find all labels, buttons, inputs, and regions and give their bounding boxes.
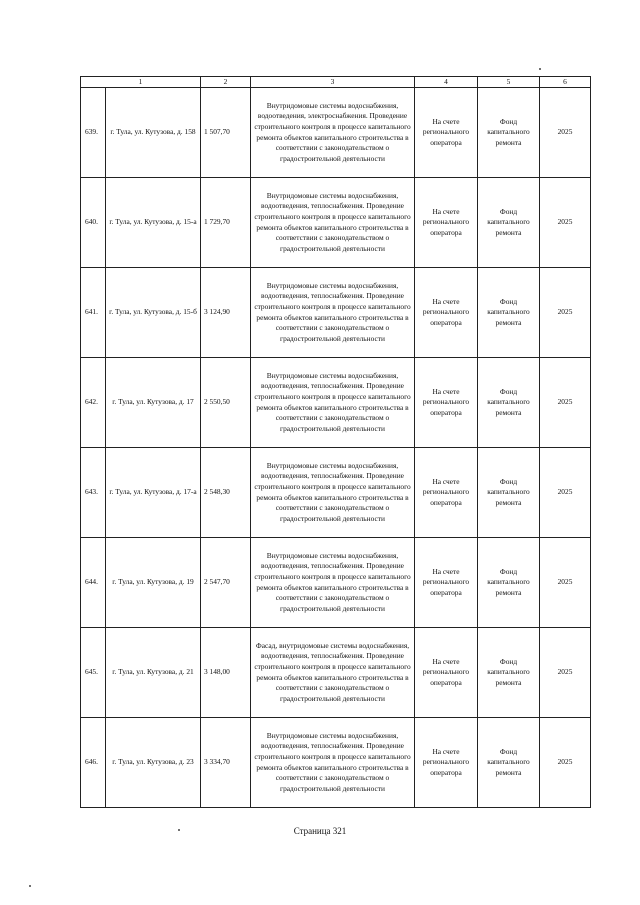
table-row [81,718,591,808]
row-number: 640. [81,178,106,268]
address-cell: г. Тула, ул. Кутузова, д. 21 [106,628,201,718]
area-cell: 3 124,90 [201,268,251,358]
funding-source-cell: Фонд капитального ремонта [478,448,540,538]
table-row [81,88,591,178]
table-row [81,448,591,538]
works-description-cell: Внутридомовые системы водоснабжения, водоотведения, теплоснабжения. Проведение строительного контроля в процессе капитального ремонта объектов капитального строительства в соответствии с законодательством о градостроительной деятельности [251,178,415,268]
header-cell-4: 4 [415,77,478,88]
works-description-cell: Внутридомовые системы водоснабжения, водоотведения, теплоснабжения. Проведение строительного контроля в процессе капитального ремонта объектов капитального строительства в соответствии с законодательством о градостроительной деятельности [251,538,415,628]
page-number: Страница 321 [293,826,347,836]
funding-account-cell: На счете регионального оператора [415,88,478,178]
scan-speck [29,885,31,887]
repair-schedule-table [80,76,591,808]
row-number: 645. [81,628,106,718]
funding-account-cell: На счете регионального оператора [415,538,478,628]
works-description-cell: Фасад, внутридомовые системы водоснабжения, водоотведения, теплоснабжения. Проведение строительного контроля в процессе капитального ремонта объектов капитального строительства в соответствии с законодательством о градостроительной деятельности [251,628,415,718]
table-header-row [81,77,591,88]
area-cell: 2 547,70 [201,538,251,628]
area-cell: 3 148,00 [201,628,251,718]
row-number: 643. [81,448,106,538]
table-row [81,178,591,268]
year-cell: 2025 [540,448,591,538]
works-description-cell: Внутридомовые системы водоснабжения, водоотведения, теплоснабжения. Проведение строительного контроля в процессе капитального ремонта объектов капитального строительства в соответствии с законодательством о градостроительной деятельности [251,448,415,538]
address-cell: г. Тула, ул. Кутузова, д. 158 [106,88,201,178]
address-cell: г. Тула, ул. Кутузова, д. 17-а [106,448,201,538]
year-cell: 2025 [540,88,591,178]
header-cell-6: 6 [540,77,591,88]
funding-account-cell: На счете регионального оператора [415,628,478,718]
area-cell: 1 729,70 [201,178,251,268]
row-number: 646. [81,718,106,808]
area-cell: 3 334,70 [201,718,251,808]
funding-account-cell: На счете регионального оператора [415,268,478,358]
funding-account-cell: На счете регионального оператора [415,448,478,538]
year-cell: 2025 [540,718,591,808]
row-number: 639. [81,88,106,178]
funding-account-cell: На счете регионального оператора [415,718,478,808]
scan-speck [178,829,180,831]
row-number: 644. [81,538,106,628]
table-row [81,628,591,718]
year-cell: 2025 [540,538,591,628]
funding-source-cell: Фонд капитального ремонта [478,88,540,178]
scan-speck [539,68,541,70]
address-cell: г. Тула, ул. Кутузова, д. 17 [106,358,201,448]
header-cell-2: 2 [201,77,251,88]
row-number: 642. [81,358,106,448]
row-number: 641. [81,268,106,358]
header-cell-3: 3 [251,77,415,88]
works-description-cell: Внутридомовые системы водоснабжения, водоотведения, теплоснабжения. Проведение строительного контроля в процессе капитального ремонта объектов капитального строительства в соответствии с законодательством о градостроительной деятельности [251,718,415,808]
funding-source-cell: Фонд капитального ремонта [478,358,540,448]
address-cell: г. Тула, ул. Кутузова, д. 15-а [106,178,201,268]
address-cell: г. Тула, ул. Кутузова, д. 23 [106,718,201,808]
year-cell: 2025 [540,268,591,358]
works-description-cell: Внутридомовые системы водоснабжения, водоотведения, теплоснабжения. Проведение строительного контроля в процессе капитального ремонта объектов капитального строительства в соответствии с законодательством о градостроительной деятельности [251,268,415,358]
funding-source-cell: Фонд капитального ремонта [478,178,540,268]
funding-source-cell: Фонд капитального ремонта [478,268,540,358]
header-cell-1: 1 [81,77,201,88]
address-cell: г. Тула, ул. Кутузова, д. 19 [106,538,201,628]
year-cell: 2025 [540,178,591,268]
funding-account-cell: На счете регионального оператора [415,358,478,448]
works-description-cell: Внутридомовые системы водоснабжения, водоотведения, теплоснабжения. Проведение строительного контроля в процессе капитального ремонта объектов капитального строительства в соответствии с законодательством о градостроительной деятельности [251,358,415,448]
header-cell-5: 5 [478,77,540,88]
year-cell: 2025 [540,628,591,718]
area-cell: 2 550,50 [201,358,251,448]
funding-source-cell: Фонд капитального ремонта [478,718,540,808]
table-row [81,268,591,358]
area-cell: 1 507,70 [201,88,251,178]
year-cell: 2025 [540,358,591,448]
works-description-cell: Внутридомовые системы водоснабжения, водоотведения, электроснабжения. Проведение строительного контроля в процессе капитального ремонта объектов капитального строительства в соответствии с законодательством о градостроительной деятельности [251,88,415,178]
table-row [81,538,591,628]
table-row [81,358,591,448]
area-cell: 2 548,30 [201,448,251,538]
funding-source-cell: Фонд капитального ремонта [478,628,540,718]
address-cell: г. Тула, ул. Кутузова, д. 15-б [106,268,201,358]
funding-account-cell: На счете регионального оператора [415,178,478,268]
funding-source-cell: Фонд капитального ремонта [478,538,540,628]
